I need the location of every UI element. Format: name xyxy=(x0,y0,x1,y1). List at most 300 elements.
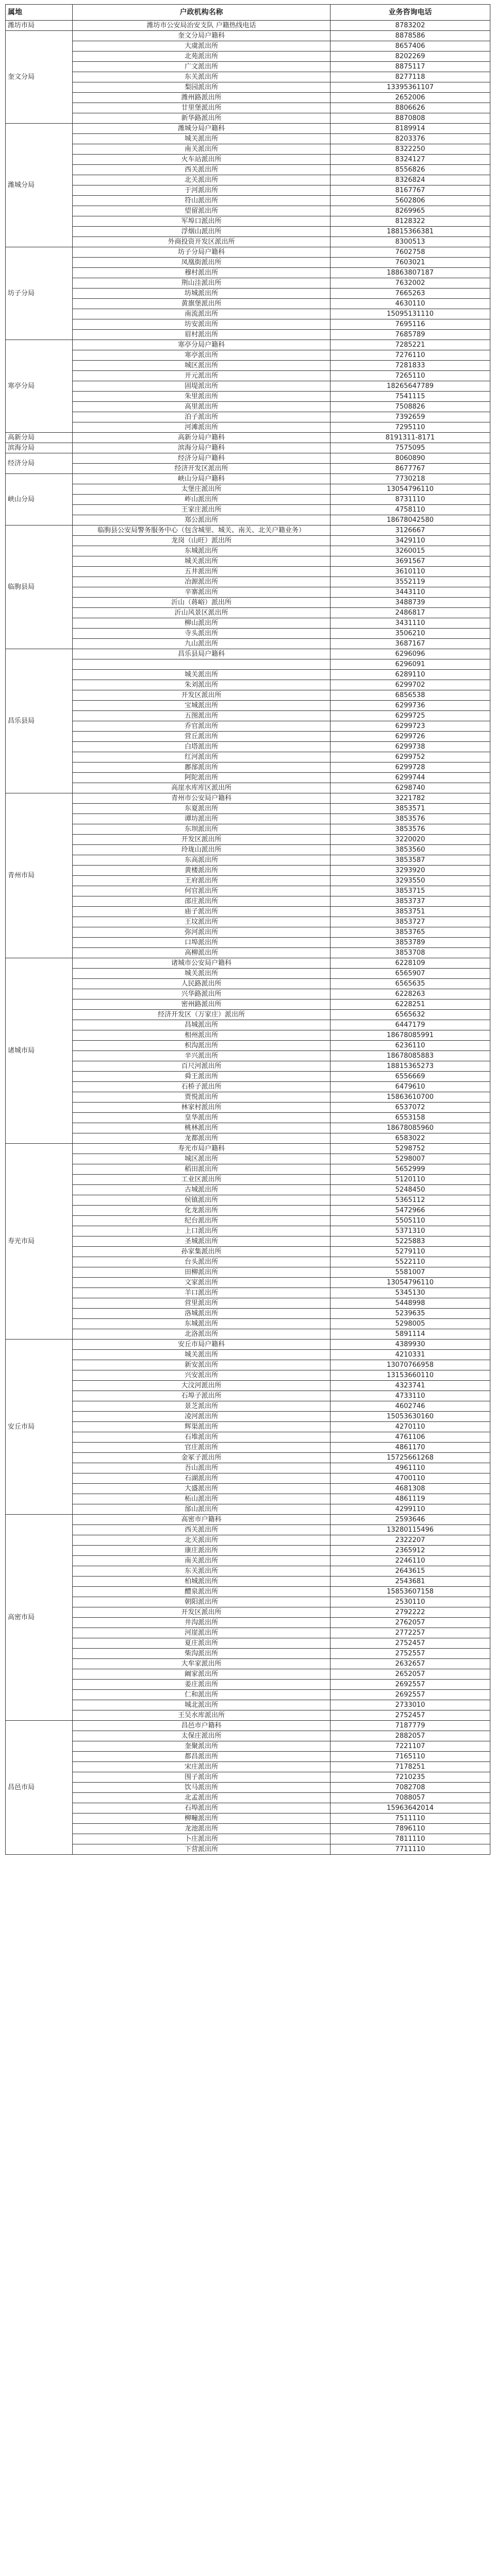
table-row xyxy=(6,1133,490,1144)
phone-cell: 7281833 xyxy=(331,361,490,371)
unit-name-cell: 谭坊派出所 xyxy=(73,814,331,824)
phone-cell: 18863807187 xyxy=(331,268,490,278)
phone-cell: 3260015 xyxy=(331,546,490,556)
phone-cell: 6299752 xyxy=(331,752,490,762)
unit-name-cell: 奎文分局户籍科 xyxy=(73,31,331,41)
phone-cell: 6299728 xyxy=(331,762,490,773)
table-row xyxy=(6,1350,490,1360)
unit-name-cell: 东城派出所 xyxy=(73,1319,331,1329)
phone-cell: 2543681 xyxy=(331,1577,490,1587)
phone-cell: 7730218 xyxy=(331,474,490,484)
table-row xyxy=(6,670,490,680)
unit-name-cell: 石桥子派出所 xyxy=(73,1082,331,1092)
unit-name-cell: 东关派出所 xyxy=(73,72,331,82)
table-row xyxy=(6,330,490,340)
phone-cell: 6299702 xyxy=(331,680,490,690)
unit-name-cell: 北孟派出所 xyxy=(73,1793,331,1803)
phone-cell: 6228251 xyxy=(331,999,490,1010)
unit-name-cell: 相州派出所 xyxy=(73,1030,331,1041)
phone-cell: 7695116 xyxy=(331,319,490,330)
table-row xyxy=(6,1195,490,1206)
table-row xyxy=(6,340,490,350)
phone-cell: 15963642014 xyxy=(331,1803,490,1814)
phone-cell: 3126667 xyxy=(331,526,490,536)
table-row xyxy=(6,855,490,866)
phone-cell: 5365112 xyxy=(331,1195,490,1206)
phone-cell: 8191311-8171 xyxy=(331,433,490,443)
unit-name-cell: 羊口派出所 xyxy=(73,1288,331,1298)
table-row xyxy=(6,835,490,845)
phone-cell: 8060890 xyxy=(331,453,490,464)
phone-cell: 7603021 xyxy=(331,258,490,268)
table-row xyxy=(6,113,490,124)
phone-cell: 7285221 xyxy=(331,340,490,350)
phone-cell: 3853571 xyxy=(331,804,490,814)
unit-name-cell: 林家村派出所 xyxy=(73,1103,331,1113)
unit-name-cell: 新安派出所 xyxy=(73,1360,331,1370)
unit-name-cell: 潍城分局户籍科 xyxy=(73,124,331,134)
unit-name-cell: 台头派出所 xyxy=(73,1257,331,1267)
unit-name-cell: 开发区派出所 xyxy=(73,690,331,701)
phone-cell: 6296091 xyxy=(331,659,490,670)
unit-name-cell: 梨园派出所 xyxy=(73,82,331,93)
table-row xyxy=(6,1638,490,1649)
phone-cell: 7265110 xyxy=(331,371,490,381)
phone-cell: 4700110 xyxy=(331,1473,490,1484)
table-row xyxy=(6,124,490,134)
area-cell: 坊子分局 xyxy=(6,247,73,340)
unit-name-cell: 坊子分局户籍科 xyxy=(73,247,331,258)
phone-cell: 5505110 xyxy=(331,1216,490,1226)
table-row xyxy=(6,1298,490,1309)
unit-name-cell: 凤凰街派出所 xyxy=(73,258,331,268)
phone-cell: 7541115 xyxy=(331,392,490,402)
table-row xyxy=(6,1319,490,1329)
phone-cell: 6299726 xyxy=(331,732,490,742)
phone-cell: 18815366381 xyxy=(331,227,490,237)
phone-cell: 4299110 xyxy=(331,1504,490,1515)
phone-cell: 6299725 xyxy=(331,711,490,721)
phone-cell: 5345130 xyxy=(331,1288,490,1298)
table-row xyxy=(6,62,490,72)
table-row xyxy=(6,1752,490,1762)
table-row xyxy=(6,752,490,762)
phone-cell: 7811110 xyxy=(331,1834,490,1844)
table-row xyxy=(6,299,490,309)
unit-name-cell: 寒亭分局户籍科 xyxy=(73,340,331,350)
table-row xyxy=(6,453,490,464)
table-row xyxy=(6,381,490,392)
phone-cell: 7295110 xyxy=(331,422,490,433)
unit-name-cell: 经济分局户籍科 xyxy=(73,453,331,464)
table-row xyxy=(6,659,490,670)
phone-cell: 7575095 xyxy=(331,443,490,453)
unit-name-cell: 潍州路派出所 xyxy=(73,93,331,103)
phone-cell: 3853587 xyxy=(331,855,490,866)
phone-cell: 7210235 xyxy=(331,1772,490,1783)
table-row xyxy=(6,958,490,969)
table-row xyxy=(6,1659,490,1669)
phone-cell: 4758110 xyxy=(331,505,490,515)
table-row xyxy=(6,319,490,330)
table-row xyxy=(6,1680,490,1690)
area-cell: 寿光市局 xyxy=(6,1144,73,1340)
unit-name-cell: 黄旗堡派出所 xyxy=(73,299,331,309)
unit-name-cell: 孙家集派出所 xyxy=(73,1247,331,1257)
unit-name-cell: 冶源派出所 xyxy=(73,577,331,587)
phone-cell: 6565635 xyxy=(331,979,490,989)
phone-cell: 4681308 xyxy=(331,1484,490,1494)
table-row xyxy=(6,577,490,587)
table-row xyxy=(6,598,490,608)
table-row xyxy=(6,82,490,93)
phone-cell: 4323741 xyxy=(331,1381,490,1391)
unit-name-cell: 古城派出所 xyxy=(73,1185,331,1195)
phone-cell: 2752457 xyxy=(331,1710,490,1721)
unit-name-cell: 营丘派出所 xyxy=(73,732,331,742)
table-row xyxy=(6,845,490,855)
phone-cell: 13054796110 xyxy=(331,484,490,495)
table-row xyxy=(6,1206,490,1216)
phone-cell: 2486817 xyxy=(331,608,490,618)
unit-name-cell: 昌城派出所 xyxy=(73,1020,331,1030)
phone-cell: 8677767 xyxy=(331,464,490,474)
phone-cell: 2652006 xyxy=(331,93,490,103)
table-row xyxy=(6,629,490,639)
phone-cell: 6553158 xyxy=(331,1113,490,1123)
unit-name-cell: 庙子派出所 xyxy=(73,907,331,917)
table-row xyxy=(6,1267,490,1278)
unit-name-cell: 龙池派出所 xyxy=(73,1824,331,1834)
unit-name-cell: 宝城派出所 xyxy=(73,701,331,711)
area-cell: 奎文分局 xyxy=(6,31,73,124)
table-row xyxy=(6,1463,490,1473)
unit-name-cell: 北洛派出所 xyxy=(73,1329,331,1340)
unit-name-cell: 军埠口派出所 xyxy=(73,216,331,227)
unit-name-cell: 王坟派出所 xyxy=(73,917,331,927)
unit-name-cell: 城关派出所 xyxy=(73,1350,331,1360)
table-row xyxy=(6,1247,490,1257)
unit-name-cell: 醴泉派出所 xyxy=(73,1587,331,1597)
table-row xyxy=(6,1834,490,1844)
table-row xyxy=(6,1391,490,1401)
table-row xyxy=(6,762,490,773)
table-row xyxy=(6,134,490,144)
phone-cell: 8322250 xyxy=(331,144,490,155)
household-registration-contact-table xyxy=(5,4,490,1855)
phone-cell: 3687167 xyxy=(331,639,490,649)
phone-cell: 13280115496 xyxy=(331,1525,490,1535)
table-row xyxy=(6,804,490,814)
table-row xyxy=(6,1432,490,1443)
table-row xyxy=(6,1577,490,1587)
unit-name-cell: 康庄派出所 xyxy=(73,1546,331,1556)
table-row xyxy=(6,824,490,835)
table-row xyxy=(6,1772,490,1783)
unit-name-cell: 邵庄派出所 xyxy=(73,896,331,907)
phone-cell: 13054796110 xyxy=(331,1278,490,1288)
unit-name-cell: 辛兴派出所 xyxy=(73,1051,331,1061)
table-row xyxy=(6,1535,490,1546)
area-cell: 诸城市局 xyxy=(6,958,73,1144)
table-row xyxy=(6,247,490,258)
table-row xyxy=(6,1525,490,1535)
table-row xyxy=(6,721,490,732)
table-row xyxy=(6,1020,490,1030)
table-row xyxy=(6,1061,490,1072)
phone-cell: 2643615 xyxy=(331,1566,490,1577)
unit-name-cell: 开发区派出所 xyxy=(73,835,331,845)
unit-name-cell xyxy=(73,659,331,670)
phone-cell: 6565632 xyxy=(331,1010,490,1020)
unit-name-cell: 寿光市局户籍科 xyxy=(73,1144,331,1154)
phone-cell: 8203376 xyxy=(331,134,490,144)
table-row xyxy=(6,1453,490,1463)
phone-cell: 2752557 xyxy=(331,1649,490,1659)
unit-name-cell: 城关派出所 xyxy=(73,556,331,567)
phone-cell: 7896110 xyxy=(331,1824,490,1834)
table-row xyxy=(6,1154,490,1164)
unit-name-cell: 东坝派出所 xyxy=(73,824,331,835)
table-row xyxy=(6,1700,490,1710)
table-row xyxy=(6,1443,490,1453)
unit-name-cell: 大盛派出所 xyxy=(73,1484,331,1494)
table-row xyxy=(6,422,490,433)
table-row xyxy=(6,31,490,41)
unit-name-cell: 太堡庄派出所 xyxy=(73,484,331,495)
table-row xyxy=(6,1546,490,1556)
area-cell: 临朐县局 xyxy=(6,526,73,649)
phone-cell: 15853607158 xyxy=(331,1587,490,1597)
unit-name-cell: 昌邑市户籍科 xyxy=(73,1721,331,1731)
phone-cell: 13153660110 xyxy=(331,1370,490,1381)
phone-cell: 6298740 xyxy=(331,783,490,793)
table-row xyxy=(6,1030,490,1041)
table-row xyxy=(6,732,490,742)
phone-cell: 7165110 xyxy=(331,1752,490,1762)
phone-cell: 7178251 xyxy=(331,1762,490,1772)
unit-name-cell: 寺头派出所 xyxy=(73,629,331,639)
unit-name-cell: 高崖水库库区派出所 xyxy=(73,783,331,793)
unit-name-cell: 枳沟派出所 xyxy=(73,1041,331,1051)
phone-cell: 6228263 xyxy=(331,989,490,999)
unit-name-cell: 廿里堡派出所 xyxy=(73,103,331,113)
table-row xyxy=(6,1360,490,1370)
phone-cell: 5239635 xyxy=(331,1309,490,1319)
phone-cell: 7221107 xyxy=(331,1741,490,1752)
unit-name-cell: 大虞派出所 xyxy=(73,41,331,52)
table-row xyxy=(6,1494,490,1504)
table-row xyxy=(6,371,490,381)
table-row xyxy=(6,1164,490,1175)
phone-cell: 5298007 xyxy=(331,1154,490,1164)
unit-name-cell: 辛寨派出所 xyxy=(73,587,331,598)
unit-name-cell: 郑公派出所 xyxy=(73,515,331,526)
table-row xyxy=(6,1175,490,1185)
unit-name-cell: 都昌派出所 xyxy=(73,1752,331,1762)
header-phone: 业务咨询电话 xyxy=(331,5,490,21)
table-row xyxy=(6,464,490,474)
table-row xyxy=(6,1103,490,1113)
table-row xyxy=(6,361,490,371)
table-row xyxy=(6,72,490,82)
unit-name-cell: 滨海分局户籍科 xyxy=(73,443,331,453)
unit-name-cell: 奎聚派出所 xyxy=(73,1741,331,1752)
unit-name-cell: 百尺河派出所 xyxy=(73,1061,331,1072)
unit-name-cell: 五井派出所 xyxy=(73,567,331,577)
phone-cell: 6289110 xyxy=(331,670,490,680)
phone-cell: 6537072 xyxy=(331,1103,490,1113)
table-row xyxy=(6,989,490,999)
unit-name-cell: 东关派出所 xyxy=(73,1566,331,1577)
phone-cell: 3853765 xyxy=(331,927,490,938)
unit-name-cell: 工业区派出所 xyxy=(73,1175,331,1185)
unit-name-cell: 浮烟山派出所 xyxy=(73,227,331,237)
unit-name-cell: 东高派出所 xyxy=(73,855,331,866)
phone-cell: 4861119 xyxy=(331,1494,490,1504)
unit-name-cell: 文家派出所 xyxy=(73,1278,331,1288)
unit-name-cell: 围子派出所 xyxy=(73,1772,331,1783)
unit-name-cell: 城北派出所 xyxy=(73,1700,331,1710)
table-row xyxy=(6,52,490,62)
phone-cell: 6299736 xyxy=(331,701,490,711)
unit-name-cell: 符山派出所 xyxy=(73,196,331,206)
phone-cell: 8806626 xyxy=(331,103,490,113)
table-row xyxy=(6,536,490,546)
unit-name-cell: 王府派出所 xyxy=(73,876,331,886)
table-row xyxy=(6,618,490,629)
unit-name-cell: 石湖派出所 xyxy=(73,1473,331,1484)
unit-name-cell: 侯镇派出所 xyxy=(73,1195,331,1206)
phone-cell: 5279110 xyxy=(331,1247,490,1257)
table-row xyxy=(6,1803,490,1814)
unit-name-cell: 大汶河派出所 xyxy=(73,1381,331,1391)
phone-cell: 18265647789 xyxy=(331,381,490,392)
table-row xyxy=(6,155,490,165)
table-row xyxy=(6,1504,490,1515)
phone-cell: 6447179 xyxy=(331,1020,490,1030)
table-row xyxy=(6,907,490,917)
unit-name-cell: 潍坊市公安局治安支队 户籍热线电话 xyxy=(73,21,331,31)
table-row xyxy=(6,1340,490,1350)
phone-cell: 13070766958 xyxy=(331,1360,490,1370)
unit-name-cell: 寒亭派出所 xyxy=(73,350,331,361)
unit-name-cell: 石堆派出所 xyxy=(73,1432,331,1443)
phone-cell: 3853708 xyxy=(331,948,490,958)
table-row xyxy=(6,1607,490,1618)
unit-name-cell: 坊城派出所 xyxy=(73,289,331,299)
table-row xyxy=(6,793,490,804)
phone-cell: 6556669 xyxy=(331,1072,490,1082)
table-row xyxy=(6,639,490,649)
unit-name-cell: 望留派出所 xyxy=(73,206,331,216)
phone-cell: 3853789 xyxy=(331,938,490,948)
phone-cell: 8167767 xyxy=(331,185,490,196)
phone-cell: 8324127 xyxy=(331,155,490,165)
phone-cell: 3552119 xyxy=(331,577,490,587)
table-row xyxy=(6,350,490,361)
unit-name-cell: 黄楼派出所 xyxy=(73,866,331,876)
table-row xyxy=(6,1278,490,1288)
table-row xyxy=(6,1566,490,1577)
table-row xyxy=(6,237,490,247)
unit-name-cell: 高密市户籍科 xyxy=(73,1515,331,1525)
phone-cell: 8731110 xyxy=(331,495,490,505)
phone-cell: 13395361107 xyxy=(331,82,490,93)
phone-cell: 7685789 xyxy=(331,330,490,340)
table-row xyxy=(6,1185,490,1195)
table-row xyxy=(6,1381,490,1391)
unit-name-cell: 辉渠派出所 xyxy=(73,1422,331,1432)
unit-name-cell: 岞山派出所 xyxy=(73,495,331,505)
unit-name-cell: 火车站派出所 xyxy=(73,155,331,165)
table-row xyxy=(6,1649,490,1659)
unit-name-cell: 大牟家派出所 xyxy=(73,1659,331,1669)
phone-cell: 18678085883 xyxy=(331,1051,490,1061)
table-row xyxy=(6,1113,490,1123)
unit-name-cell: 兴华路派出所 xyxy=(73,989,331,999)
unit-name-cell: 王家庄派出所 xyxy=(73,505,331,515)
unit-name-cell: 诸城市公安局户籍科 xyxy=(73,958,331,969)
unit-name-cell: 官庄派出所 xyxy=(73,1443,331,1453)
table-row xyxy=(6,546,490,556)
table-row xyxy=(6,1401,490,1412)
table-row xyxy=(6,896,490,907)
phone-cell: 8202269 xyxy=(331,52,490,62)
phone-cell: 2762057 xyxy=(331,1618,490,1628)
phone-cell: 2632657 xyxy=(331,1659,490,1669)
table-row xyxy=(6,412,490,422)
unit-name-cell: 龙都派出所 xyxy=(73,1133,331,1144)
table-row xyxy=(6,278,490,289)
phone-cell: 8556826 xyxy=(331,165,490,175)
unit-name-cell: 新华路派出所 xyxy=(73,113,331,124)
phone-cell: 2733010 xyxy=(331,1700,490,1710)
unit-name-cell: 贾悦派出所 xyxy=(73,1092,331,1103)
phone-cell: 3293920 xyxy=(331,866,490,876)
table-row xyxy=(6,196,490,206)
table-row xyxy=(6,876,490,886)
phone-cell: 8870808 xyxy=(331,113,490,124)
phone-cell: 7665263 xyxy=(331,289,490,299)
table-row xyxy=(6,979,490,989)
phone-cell: 3488739 xyxy=(331,598,490,608)
phone-cell: 15863610700 xyxy=(331,1092,490,1103)
table-row xyxy=(6,948,490,958)
table-row xyxy=(6,392,490,402)
table-row xyxy=(6,1793,490,1803)
unit-name-cell: 鄌郚派出所 xyxy=(73,762,331,773)
phone-cell: 8128322 xyxy=(331,216,490,227)
phone-cell: 3221782 xyxy=(331,793,490,804)
table-row xyxy=(6,93,490,103)
unit-name-cell: 上口派出所 xyxy=(73,1226,331,1236)
table-row xyxy=(6,144,490,155)
phone-cell: 4961110 xyxy=(331,1463,490,1473)
unit-name-cell: 阚家派出所 xyxy=(73,1669,331,1680)
unit-name-cell: 人民路派出所 xyxy=(73,979,331,989)
table-row xyxy=(6,103,490,113)
unit-name-cell: 石埠派出所 xyxy=(73,1803,331,1814)
header-unit: 户政机构名称 xyxy=(73,5,331,21)
table-row xyxy=(6,701,490,711)
area-cell: 寒亭分局 xyxy=(6,340,73,433)
table-row xyxy=(6,21,490,31)
table-row xyxy=(6,1092,490,1103)
phone-cell: 5248450 xyxy=(331,1185,490,1195)
phone-cell: 5448998 xyxy=(331,1298,490,1309)
unit-name-cell: 开元派出所 xyxy=(73,371,331,381)
